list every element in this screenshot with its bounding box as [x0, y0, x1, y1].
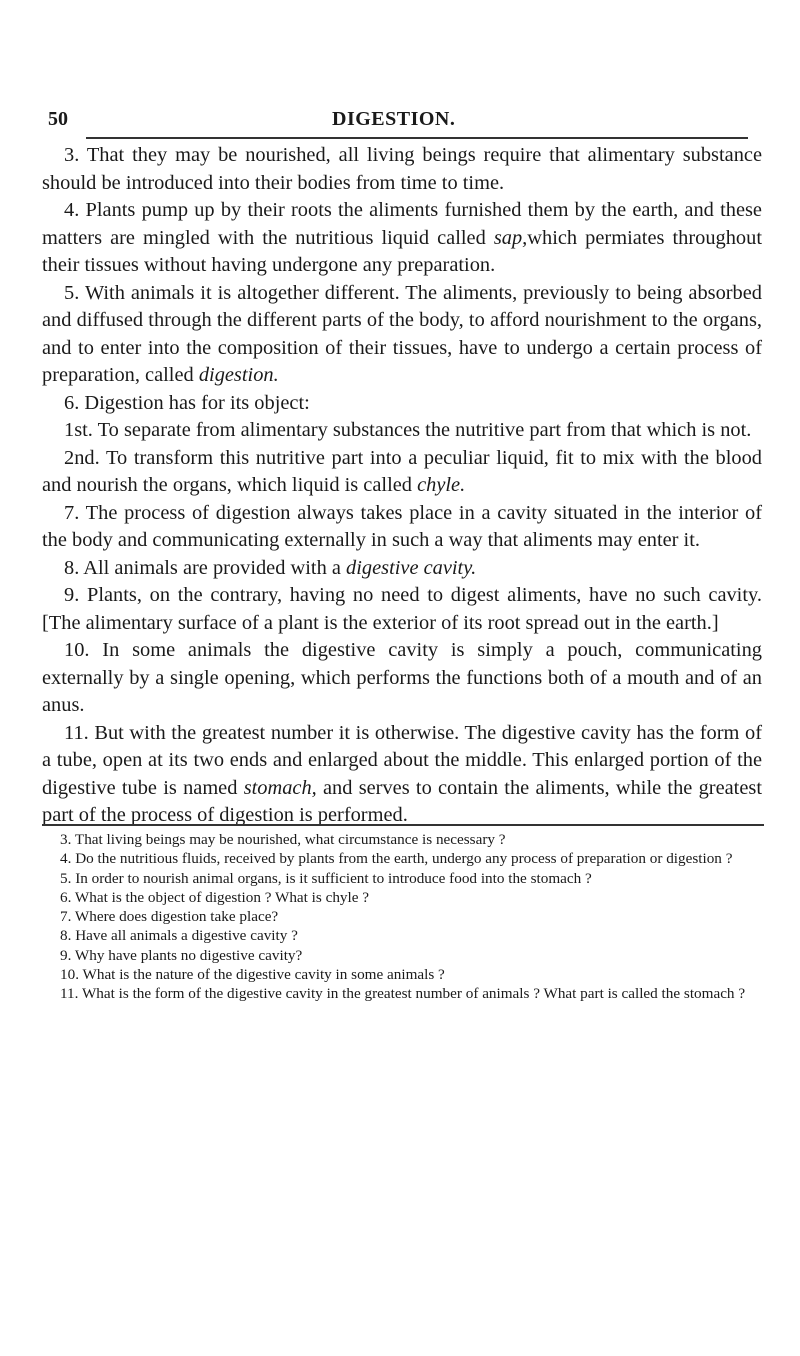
review-questions	[46, 830, 762, 1004]
main-text	[42, 142, 762, 830]
question: 11. What is the form of the digestive cavity in the greatest number of animals ? What part is called the stomach ?	[60, 985, 746, 1003]
header-rule	[86, 137, 748, 139]
paragraph: 9. Plants, on the contrary, having no need to digest aliments, have no such cavity. [The alimentary surface of a plant is the exterior of its root spread out in the earth.]	[42, 584, 762, 634]
paragraph: 3. That they may be nourished, all living beings require that alimentary substance should be introduced into their bodies from time to time.	[42, 144, 762, 194]
paragraph: 7. The process of digestion always takes place in a cavity situated in the interior of the body and communicating externally in such a way that aliments may enter it.	[42, 501, 762, 551]
question: 5. In order to nourish animal organs, is it sufficient to introduce food into the stomach ?	[60, 869, 592, 887]
question: 3. That living beings may be nourished, what circumstance is necessary ?	[60, 831, 506, 848]
paragraph: 6. Digestion has for its object:	[64, 391, 310, 414]
paragraph: 10. In some animals the digestive cavity is simply a pouch, communicating externally by a single opening, which performs the functions both of a mouth and of an anus.	[42, 639, 762, 716]
paragraph: 4. Plants pump up by their roots the aliments furnished them by the earth, and these matters are mingled with the nutritious liquid called sap,which permiates throughout their tissues without having undergone any preparation.	[42, 199, 762, 276]
paragraph: 5. With animals it is altogether different. The aliments, previously to being absorbed and diffused through the different parts of the body, to afford nourishment to the organs, and to enter into the composition of their tissues, have to undergo a certain process of preparation, called digestion.	[42, 281, 763, 386]
paragraph: 11. But with the greatest number it is otherwise. The digestive cavity has the form of a tube, open at its two ends and enlarged about the middle. This enlarged portion of the digestive tube is named stomach, and serves to contain the aliments, while the greatest part of the process of digestion is performed.	[42, 721, 762, 826]
paragraph: 2nd. To transform this nutritive part into a peculiar liquid, fit to mix with the blood and nourish the organs, which liquid is called chyle.	[42, 446, 762, 496]
question: 8. Have all animals a digestive cavity ?	[60, 927, 298, 945]
question: 7. Where does digestion take place?	[60, 908, 279, 926]
paragraph: 1st. To separate from alimentary substances the nutritive part from that which is not.	[64, 419, 752, 441]
running-title: DIGESTION.	[332, 108, 456, 130]
page-header	[48, 108, 748, 138]
page-number: 50	[48, 108, 68, 130]
question: 6. What is the object of digestion ? What is chyle ?	[60, 888, 370, 906]
question: 10. What is the nature of the digestive cavity in some animals ?	[60, 966, 445, 984]
section-divider	[42, 824, 764, 826]
paragraph: 8. All animals are provided with a digestive cavity.	[64, 556, 477, 579]
question: 9. Why have plants no digestive cavity?	[60, 946, 303, 964]
question: 4. Do the nutritious fluids, received by plants from the earth, undergo any process of preparation or digestion ?	[60, 850, 733, 868]
